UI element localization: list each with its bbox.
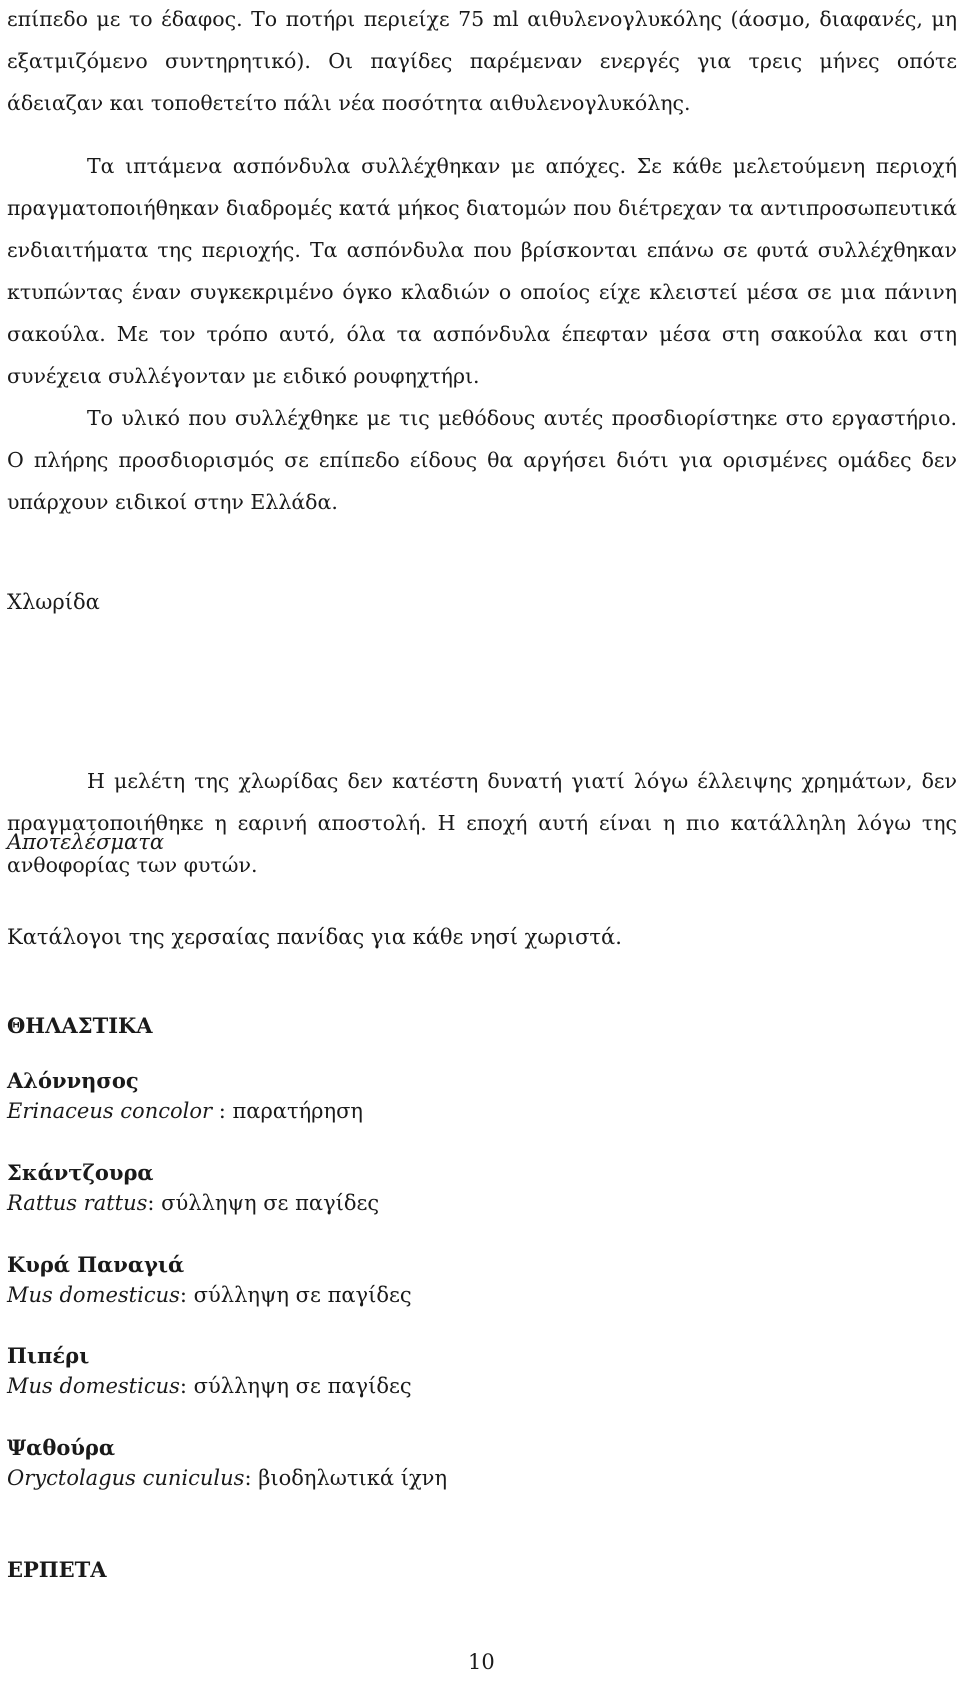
species-record: [7, 1463, 447, 1493]
species-record: [7, 1371, 412, 1401]
sweep-net-text: Τα ιπτάμενα ασπόνδυλα συλλέχθηκαν με απόχες. Σε κάθε μελετούμενη περιοχή πραγματοποιήθηκαν διαδρομές κατά μήκος διατομών που διέτρεχαν τα αντιπροσωπευτικά ενδιαιτήματα της περιοχής. Τα ασπόνδυλα που βρίσκονται επάνω σε φυτά συλλέχθηκαν κτυπώντας έναν συγκεκριμένο όγκο κλαδιών ο οποίος είχε κλειστεί μέσα σε μια πάνινη σακούλα. Με τον τρόπο αυτό, όλα τα ασπόνδυλα έπεφταν μέσα στη σακούλα και στη συνέχεια συλλέγονταν με ειδικό ρουφηχτήρι.: [7, 154, 957, 388]
lab-identification-text: Το υλικό που συλλέχθηκε με τις μεθόδους αυτές προσδιορίστηκε στο εργαστήριο. Ο πλήρης προσδιορισμός σε επίπεδο είδους θα αργήσει διότι για ορισμένες ομάδες δεν υπάρχουν ειδικοί στην Ελλάδα.: [7, 406, 957, 514]
species-name: Mus domesticus: [7, 1283, 180, 1307]
record-note: : παρατήρηση: [212, 1099, 364, 1123]
island-name: Κυρά Παναγιά: [7, 1252, 185, 1277]
record-note: : σύλληψη σε παγίδες: [179, 1374, 412, 1398]
page-number: 10: [468, 1650, 495, 1674]
record-note: : σύλληψη σε παγίδες: [147, 1191, 380, 1215]
island-entry: [7, 1250, 412, 1310]
island-entry: [7, 1158, 379, 1218]
island-entry: [7, 1341, 412, 1401]
species-name: Oryctolagus cuniculus: [7, 1466, 245, 1490]
island-entry: [7, 1066, 363, 1126]
methods-paragraph-sweep-net: [7, 145, 957, 523]
island-name: Ψαθούρα: [7, 1435, 116, 1460]
species-name: Rattus rattus: [7, 1191, 148, 1215]
species-record: [7, 1188, 379, 1218]
island-name: Αλόννησος: [7, 1068, 139, 1093]
methods-paragraph-pitfall: επίπεδο με το έδαφος. Το ποτήρι περιείχε 75 ml αιθυλενογλυκόλης (άοσμο, διαφανές, μη εξατμιζόμενο συντηρητικό). Οι παγίδες παρέμεναν ενεργές για τρεις μήνες οπότε άδειαζαν και τοποθετείτο πάλι νέα ποσότητα αιθυλενογλυκόλης.: [7, 7, 957, 115]
flora-paragraph: Η μελέτη της χλωρίδας δεν κατέστη δυνατή γιατί λόγω έλλειψης χρημάτων, δεν πραγματοποιήθηκε η εαρινή αποστολή. Η εποχή αυτή είναι η πιο κατάλληλη λόγω της ανθοφορίας των φυτών.: [7, 769, 957, 877]
island-entry: [7, 1433, 447, 1493]
results-heading: Αποτελέσματα: [7, 830, 165, 854]
species-name: Erinaceus concolor: [7, 1099, 213, 1123]
catalog-intro: Κατάλογοι της χερσαίας πανίδας για κάθε νησί χωριστά.: [7, 925, 622, 949]
record-note: : βιοδηλωτικά ίχνη: [244, 1466, 448, 1490]
species-name: Mus domesticus: [7, 1374, 180, 1398]
reptiles-section-title: ΕΡΠΕΤΑ: [7, 1557, 107, 1582]
species-record: [7, 1096, 363, 1126]
island-name: Σκάντζουρα: [7, 1160, 154, 1185]
species-record: [7, 1280, 412, 1310]
island-name: Πιπέρι: [7, 1343, 90, 1368]
record-note: : σύλληψη σε παγίδες: [179, 1283, 412, 1307]
flora-heading: Χλωρίδα: [7, 590, 100, 614]
mammals-section-title: ΘΗΛΑΣΤΙΚΑ: [7, 1013, 153, 1038]
